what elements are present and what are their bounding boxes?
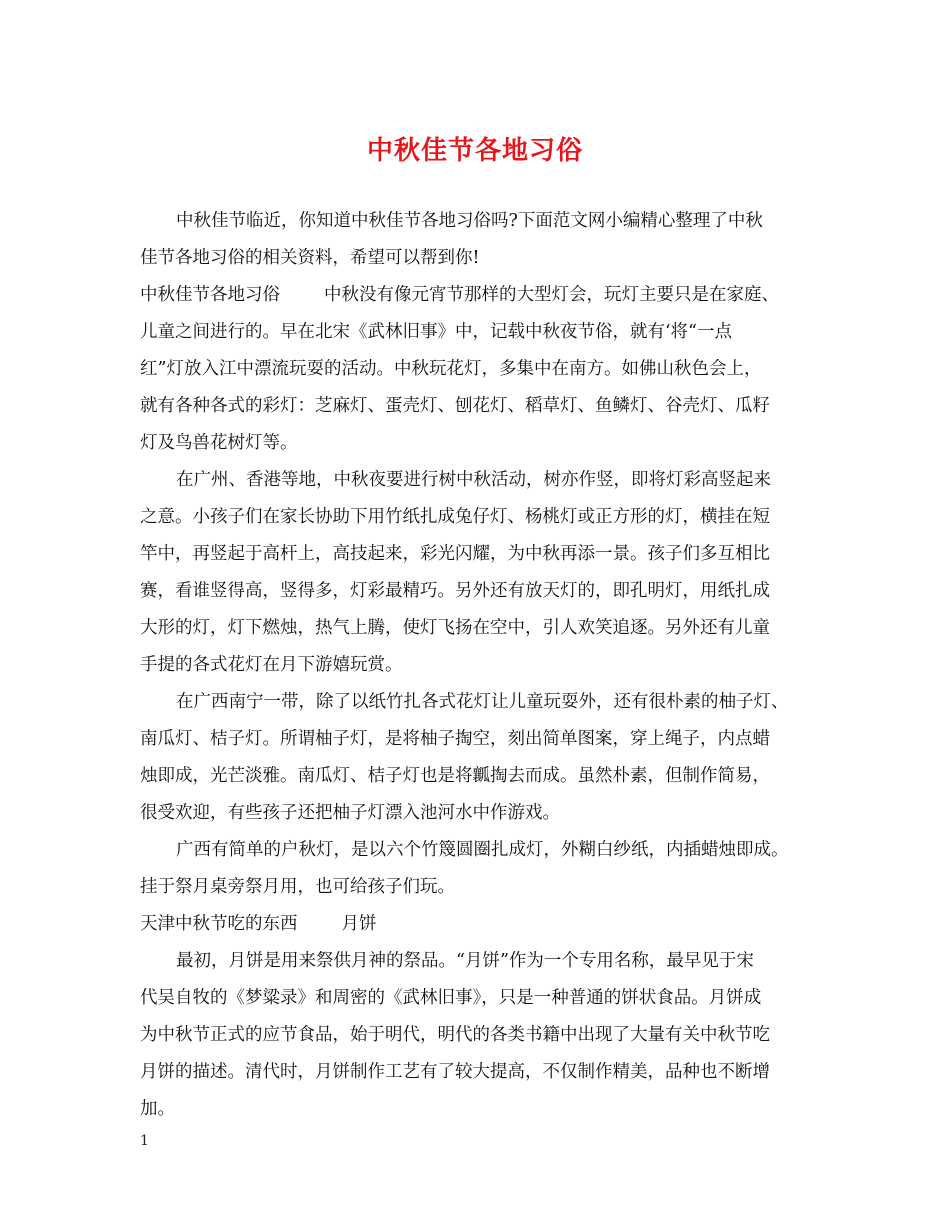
section1-line: 就有各种各式的彩灯：芝麻灯、蛋壳灯、刨花灯、稻草灯、鱼鳞灯、谷壳灯、瓜籽 [140, 396, 770, 416]
para5-line: 月饼的描述。清代时，月饼制作工艺有了较大提高，不仅制作精美，品种也不断增 [140, 1062, 770, 1082]
para4-line: 挂于祭月桌旁祭月用，也可给孩子们玩。 [140, 877, 455, 897]
para4-line: 广西有简单的户秋灯，是以六个竹篾圆圈扎成灯，外糊白纱纸，内插蜡烛即成。 [176, 840, 789, 860]
para2-line: 大形的灯，灯下燃烛，热气上腾，使灯飞扬在空中，引人欢笑追逐。另外还有儿童 [140, 618, 770, 638]
page-number: 1 [140, 1133, 149, 1149]
para5-line: 为中秋节正式的应节食品，始于明代，明代的各类书籍中出现了大量有关中秋节吃 [140, 1025, 770, 1045]
intro-line: 中秋佳节临近，你知道中秋佳节各地习俗吗?下面范文网小编精心整理了中秋 [176, 211, 763, 231]
para2-line: 竿中，再竖起于高杆上，高技起来，彩光闪耀，为中秋再添一景。孩子们多互相比 [140, 544, 770, 564]
section1-line: 灯及鸟兽花树灯等。 [140, 433, 298, 453]
section2-heading-line [140, 906, 830, 943]
para2-line: 赛，看谁竖得高，竖得多，灯彩最精巧。另外还有放天灯的，即孔明灯，用纸扎成 [140, 581, 770, 601]
section1-line: 红”灯放入江中漂流玩耍的活动。中秋玩花灯，多集中在南方。如佛山秋色会上， [140, 359, 762, 379]
para3-line: 在广西南宁一带，除了以纸竹扎各式花灯让儿童玩耍外，还有很朴素的柚子灯、 [176, 692, 789, 712]
para5-line: 加。 [140, 1099, 175, 1119]
para2-line: 手提的各式花灯在月下游嬉玩赏。 [140, 655, 403, 675]
para2-line: 在广州、香港等地，中秋夜要进行树中秋活动，树亦作竖，即将灯彩高竖起来 [176, 470, 771, 490]
document-title: 中秋佳节各地习俗 [366, 136, 583, 166]
para2-line: 之意。小孩子们在家长协助下用竹纸扎成兔仔灯、杨桃灯或正方形的灯，横挂在短 [140, 507, 770, 527]
section1-first-line [140, 277, 830, 314]
section1-heading: 中秋佳节各地习俗 [140, 285, 280, 305]
section2-heading: 天津中秋节吃的东西 [140, 914, 298, 934]
section1-line: 儿童之间进行的。早在北宋《武林旧事》中，记载中秋夜节俗，就有‘将“一点 [140, 322, 733, 342]
section2-subheading: 月饼 [341, 914, 377, 934]
para5-line: 最初，月饼是用来祭供月神的祭品。“月饼”作为一个专用名称，最早见于宋 [176, 951, 754, 971]
para5-line: 代吴自牧的《梦粱录》和周密的《武林旧事》，只是一种普通的饼状食品。月饼成 [140, 988, 762, 1008]
document-body [140, 203, 830, 1128]
para3-line: 烛即成，光芒淡雅。南瓜灯、桔子灯也是将瓤掏去而成。虽然朴素，但制作简易， [140, 766, 770, 786]
para3-line: 南瓜灯、桔子灯。所谓柚子灯，是将柚子掏空，刻出简单图案，穿上绳子，内点蜡 [140, 729, 770, 749]
section1-text: 中秋没有像元宵节那样的大型灯会，玩灯主要只是在家庭、 [324, 285, 779, 305]
para3-line: 很受欢迎，有些孩子还把柚子灯漂入池河水中作游戏。 [140, 803, 560, 823]
intro-line: 佳节各地习俗的相关资料，希望可以帮到你! [140, 248, 480, 268]
